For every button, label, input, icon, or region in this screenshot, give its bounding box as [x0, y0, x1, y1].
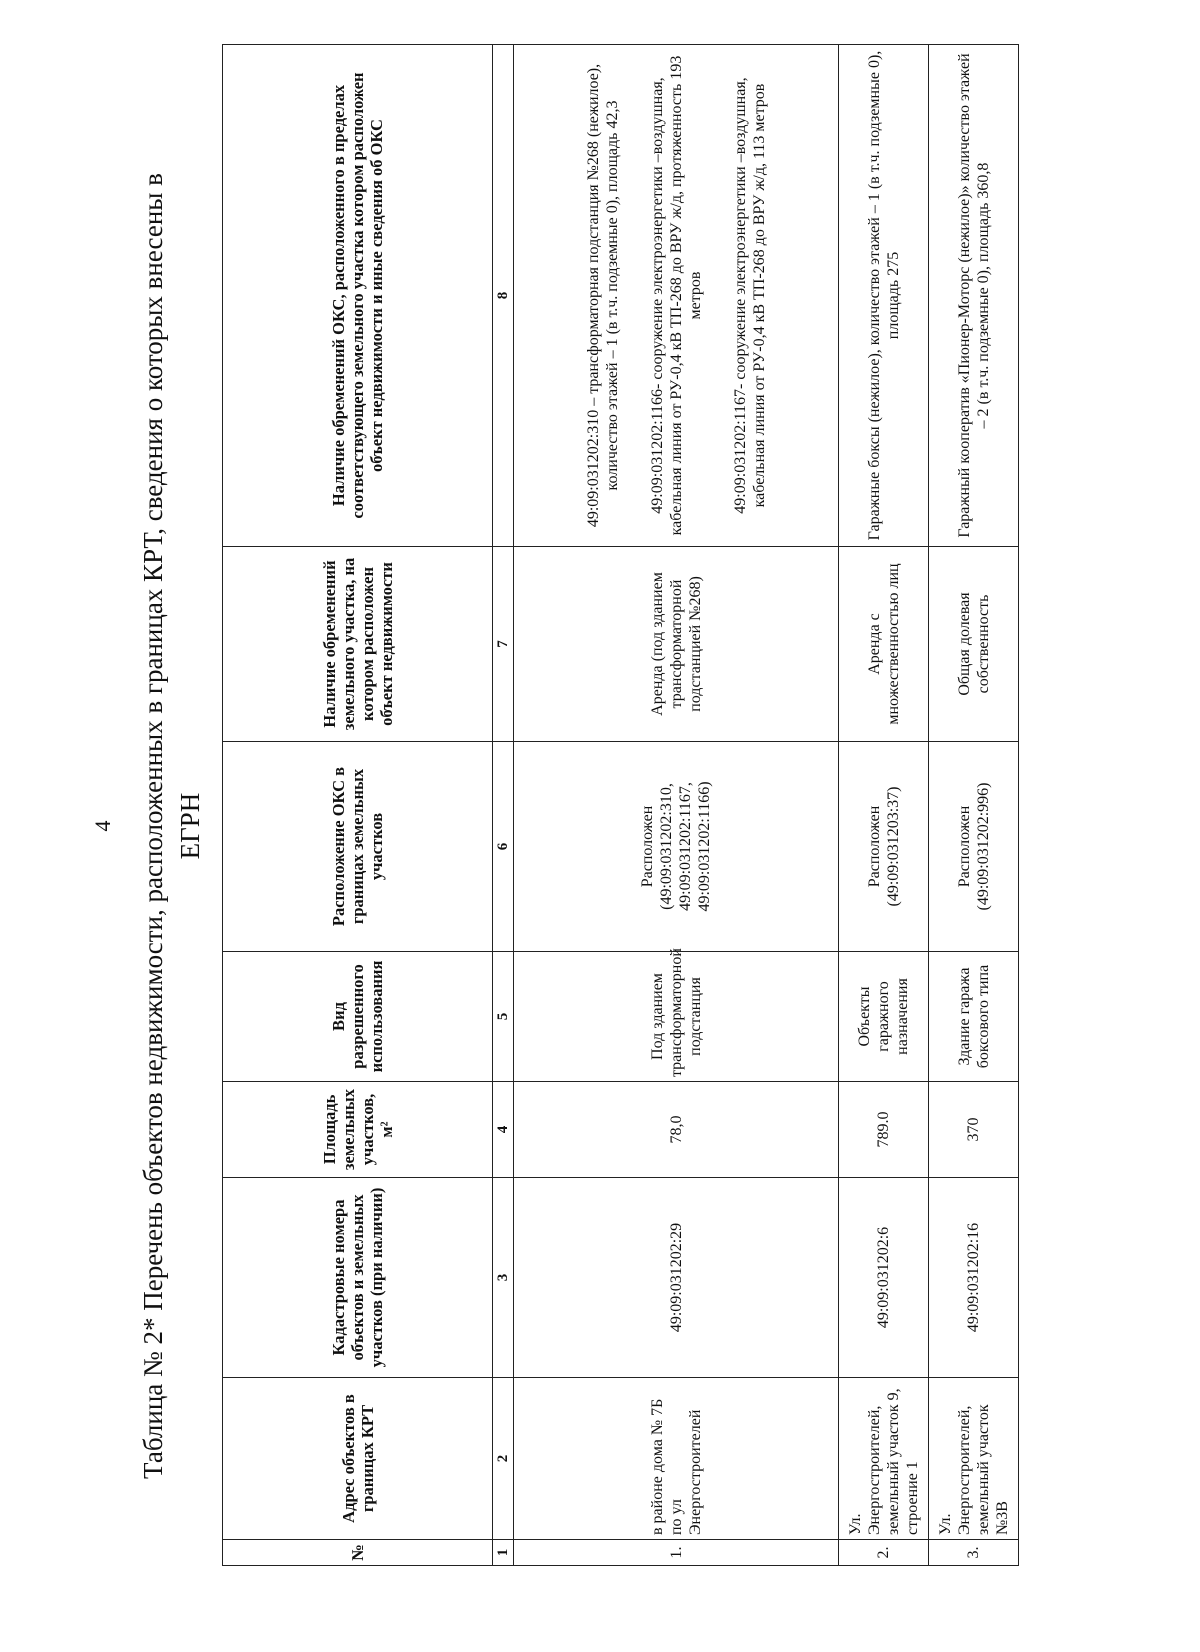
header-num: № [223, 1540, 493, 1566]
row-cadastral: 49:09:031202:29 [514, 1178, 839, 1378]
row-encumbrance-land: Аренда (под зданием трансформаторной подстанцией №268) [514, 547, 839, 742]
row-address: Ул. Энергостроителей, земельный участок 9, строение 1 [839, 1378, 929, 1540]
row-encumbrance-land: Общая долевая собственность [929, 547, 1019, 742]
row-oks [839, 45, 929, 547]
row-num: 1. [514, 1540, 839, 1566]
row-area: 78,0 [514, 1082, 839, 1178]
row-encumbrance-land: Аренда с множественностью лиц [839, 547, 929, 742]
header-oks: Наличие обременений ОКС, расположенного в пределах соответствующего земельного участка котором расположен объект недвижимости и иные сведения об ОКС [223, 45, 493, 547]
property-table [222, 44, 1019, 1566]
row-area: 370 [929, 1082, 1019, 1178]
header-encumbrance-land: Наличие обременений земельного участка, на котором расположен объект недвижимости [223, 547, 493, 742]
row-location: Расположен (49:09:031202:310, 49:09:031202:1167, 49:09:031202:1166) [514, 742, 839, 952]
oks-entry: Гаражный кооператив «Пионер-Моторс (нежилое)» количество этажей – 2 (в т.ч. подземные 0), площадь 360,8 [955, 53, 992, 538]
row-address: Ул. Энергостроителей, земельный участок №3В [929, 1378, 1019, 1540]
column-number: 5 [493, 952, 514, 1082]
column-number: 1 [493, 1540, 514, 1566]
row-oks [929, 45, 1019, 547]
header-area: Площадь земельных участков, м² [223, 1082, 493, 1178]
header-location: Расположение ОКС в границах земельных участков [223, 742, 493, 952]
oks-entry: 49:09:031202:1166- сооружение электроэнергетики –воздушная, кабельная линия от РУ-0,4 кВ ТП-268 до ВРУ ж/д, протяженность 193 метров [648, 55, 704, 536]
row-use: Объекты гаражного назначения [839, 952, 929, 1082]
row-cadastral: 49:09:031202:6 [839, 1178, 929, 1378]
row-oks [514, 45, 839, 547]
table-row [514, 45, 839, 1566]
row-use: Здание гаража боксового типа [929, 952, 1019, 1082]
row-use: Под зданием трансформаторной подстанция [514, 952, 839, 1082]
row-area: 789.0 [839, 1082, 929, 1178]
table-title: Таблица № 2* Перечень объектов недвижимости, расположенных в границах КРТ, сведения о которых внесены в ЕГРН [138, 173, 205, 1479]
table-row [839, 45, 929, 1566]
column-number: 2 [493, 1378, 514, 1540]
column-number: 6 [493, 742, 514, 952]
header-row [223, 45, 493, 1566]
header-address: Адрес объектов в границах КРТ [223, 1378, 493, 1540]
oks-entry: Гаражные боксы (нежилое), количество этажей – 1 (в т.ч. подземные 0), площадь 275 [865, 50, 902, 541]
column-number: 3 [493, 1178, 514, 1378]
column-number: 4 [493, 1082, 514, 1178]
column-number-row [493, 45, 514, 1566]
column-number: 8 [493, 45, 514, 547]
oks-entry: 49:09:031202:1167- сооружение электроэнергетики –воздушная, кабельная линия от РУ-0,4 кВ ТП-268 до ВРУ ж/д, 113 метров [731, 77, 768, 514]
row-location: Расположен (49:09:031202:996) [929, 742, 1019, 952]
table-row [929, 45, 1019, 1566]
header-cadastral: Кадастровые номера объектов и земельных участков (при наличии) [223, 1178, 493, 1378]
row-cadastral: 49:09:031202:16 [929, 1178, 1019, 1378]
oks-entry: 49:09:031202:310 – трансформаторная подстанция №268 (нежилое), количество этажей – 1 (в т.ч. подземные 0), площадь 42,3 [584, 63, 621, 528]
header-use: Вид разрешенного использования [223, 952, 493, 1082]
row-num: 2. [839, 1540, 929, 1566]
row-address: в районе дома № 7Б по ул Энергостроителей [514, 1378, 839, 1540]
page-number: 4 [90, 820, 115, 832]
row-location: Расположен (49:09:031203:37) [839, 742, 929, 952]
row-num: 3. [929, 1540, 1019, 1566]
column-number: 7 [493, 547, 514, 742]
